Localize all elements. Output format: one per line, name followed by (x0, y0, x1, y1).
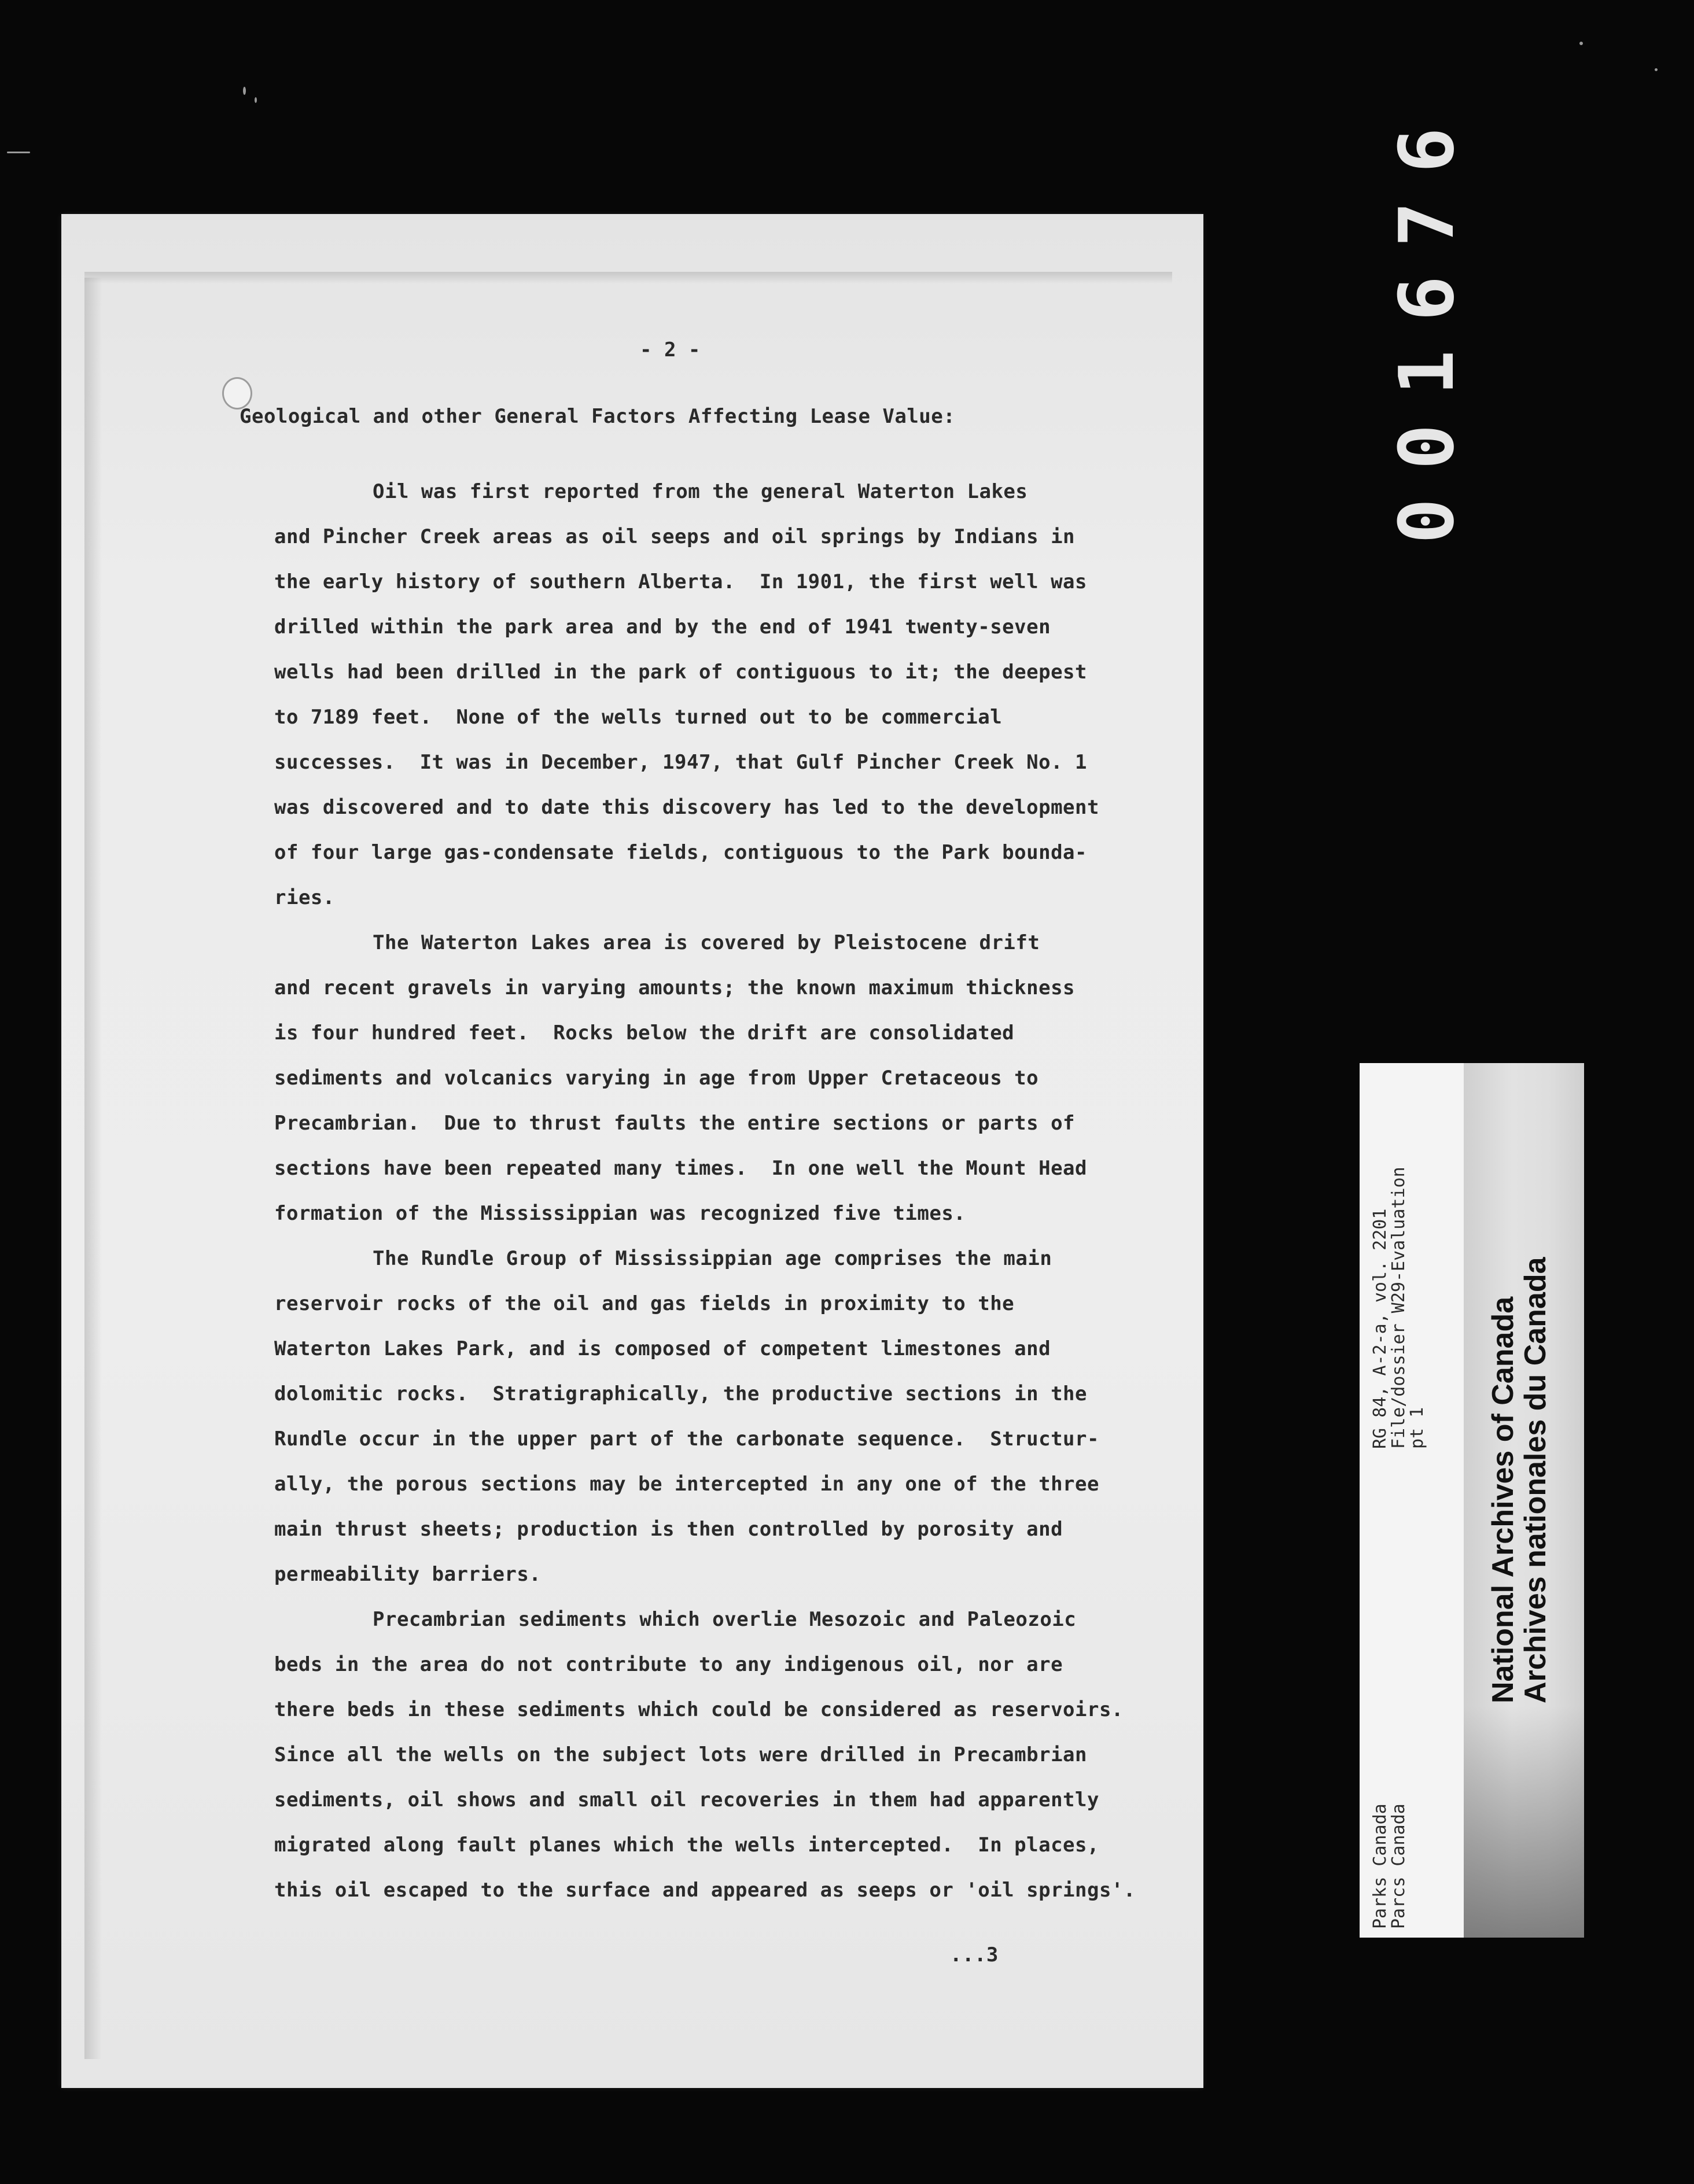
section-heading: Geological and other General Factors Affecting Lease Value: (240, 405, 956, 428)
paragraph-3-line-7: main thrust sheets; production is then controlled by porosity and (274, 1518, 1063, 1541)
paragraph-3-line-4: dolomitic rocks. Stratigraphically, the productive sections in the (274, 1382, 1087, 1405)
paragraph-4-line-5: sediments, oil shows and small oil recoveries in them had apparently (274, 1788, 1099, 1812)
reference-line-1: RG 84, A-2-a, vol. 2201 (1370, 1208, 1390, 1449)
agency-line-fr: Parcs Canada (1389, 1803, 1409, 1929)
film-speck (1655, 68, 1658, 71)
page-number: - 2 - (640, 338, 701, 361)
paragraph-3-line-5: Rundle occur in the upper part of the carbonate sequence. Structur- (274, 1427, 1099, 1451)
paragraph-2-line-5: Precambrian. Due to thrust faults the entire sections or parts of (274, 1112, 1076, 1135)
agency-line-en: Parks Canada (1370, 1803, 1390, 1929)
paragraph-4-line-6: migrated along fault planes which the wells intercepted. In places, (274, 1833, 1099, 1857)
reference-line-2: File/dossier W29-Evaluation (1389, 1167, 1409, 1449)
archive-label-band-shading (1464, 1706, 1584, 1938)
continuation-marker: ...3 (950, 1943, 999, 1967)
film-speck (243, 87, 246, 95)
film-speck (7, 152, 30, 153)
page-top-edge (84, 272, 1172, 283)
paragraph-1-line-4: drilled within the park area and by the end of 1941 twenty-seven (274, 615, 1051, 639)
paragraph-3-line-8: permeability barriers. (274, 1563, 542, 1586)
paragraph-1-line-8: was discovered and to date this discovery has led to the development (274, 796, 1099, 819)
paragraph-4-line-7: this oil escaped to the surface and appeared as seeps or 'oil springs'. (274, 1879, 1136, 1902)
paragraph-1-line-7: successes. It was in December, 1947, that Gulf Pincher Creek No. 1 (274, 751, 1087, 774)
paragraph-1-line-6: to 7189 feet. None of the wells turned out to be commercial (274, 706, 1003, 729)
paragraph-1-line-3: the early history of southern Alberta. In 1901, the first well was (274, 570, 1087, 593)
paragraph-4-line-1: Precambrian sediments which overlie Mesozoic and Paleozoic (373, 1608, 1077, 1631)
archives-name-fr: Archives nationales du Canada (1519, 1257, 1552, 1703)
paragraph-2-line-6: sections have been repeated many times. In one well the Mount Head (274, 1157, 1087, 1180)
document-page (61, 214, 1203, 2088)
paragraph-1-line-5: wells had been drilled in the park of contiguous to it; the deepest (274, 661, 1087, 684)
paragraph-4-line-2: beds in the area do not contribute to any indigenous oil, nor are (274, 1653, 1063, 1676)
paragraph-2-line-4: sediments and volcanics varying in age from Upper Cretaceous to (274, 1067, 1039, 1090)
paragraph-1-line-1: Oil was first reported from the general Waterton Lakes (373, 480, 1028, 503)
paragraph-3-line-6: ally, the porous sections may be intercepted in any one of the three (274, 1473, 1099, 1496)
paragraph-1-line-10: ries. (274, 886, 335, 909)
film-speck (1579, 42, 1583, 45)
film-speck (255, 97, 257, 103)
paragraph-4-line-3: there beds in these sediments which could be considered as reservoirs. (274, 1698, 1124, 1721)
film-frame-number: 001676 (1383, 98, 1471, 544)
paragraph-1-line-2: and Pincher Creek areas as oil seeps and oil springs by Indians in (274, 525, 1076, 548)
paragraph-3-line-3: Waterton Lakes Park, and is composed of competent limestones and (274, 1337, 1051, 1360)
page-fold-shadow (84, 278, 102, 2059)
paragraph-2-line-7: formation of the Mississippian was recognized five times. (274, 1202, 966, 1225)
paragraph-2-line-1: The Waterton Lakes area is covered by Pleistocene drift (373, 931, 1040, 954)
paragraph-4-line-4: Since all the wells on the subject lots were drilled in Precambrian (274, 1743, 1087, 1766)
paragraph-3-line-1: The Rundle Group of Mississippian age comprises the main (373, 1247, 1052, 1270)
paragraph-3-line-2: reservoir rocks of the oil and gas fields in proximity to the (274, 1292, 1015, 1315)
archives-name-en: National Archives of Canada (1486, 1296, 1520, 1703)
paragraph-2-line-3: is four hundred feet. Rocks below the drift are consolidated (274, 1021, 1015, 1045)
reference-line-3: pt 1 (1407, 1407, 1427, 1449)
paragraph-2-line-2: and recent gravels in varying amounts; the known maximum thickness (274, 976, 1076, 999)
paragraph-1-line-9: of four large gas-condensate fields, contiguous to the Park bounda- (274, 841, 1087, 864)
